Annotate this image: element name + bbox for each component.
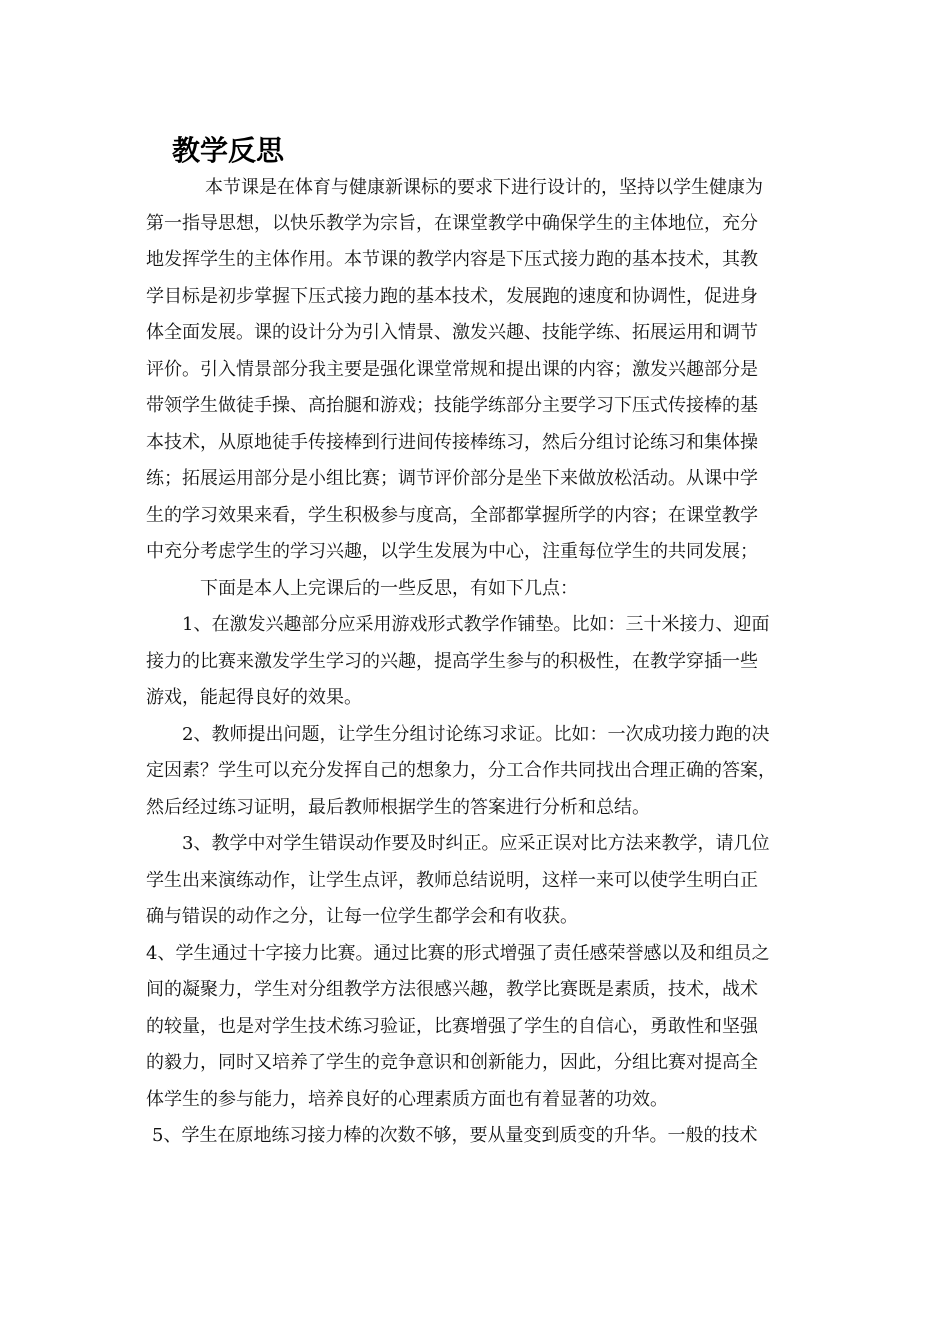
text-line-11: 中充分考虑学生的学习兴趣，以学生发展为中心，注重每位学生的共同发展； xyxy=(146,541,758,562)
text-line-8: 本技术，从原地徒手传接棒到行进间传接棒练习，然后分组讨论练习和集体操 xyxy=(146,432,758,453)
text-line-27: 5、学生在原地练习接力棒的次数不够，要从量变到质变的升华。一般的技术 xyxy=(152,1125,758,1146)
text-line-4: 学目标是初步掌握下压式接力跑的基本技术，发展跑的速度和协调性，促进身 xyxy=(146,286,758,307)
text-line-2: 第一指导思想，以快乐教学为宗旨，在课堂教学中确保学生的主体地位，充分 xyxy=(146,213,758,234)
text-line-14: 接力的比赛来激发学生学习的兴趣，提高学生参与的积极性，在教学穿插一些 xyxy=(146,651,758,672)
text-line-16: 2、教师提出问题，让学生分组讨论练习求证。比如：一次成功接力跑的决 xyxy=(182,724,770,745)
text-line-19: 3、教学中对学生错误动作要及时纠正。应采正误对比方法来教学，请几位 xyxy=(182,833,770,854)
text-line-12: 下面是本人上完课后的一些反思，有如下几点： xyxy=(200,578,578,599)
text-line-21: 确与错误的动作之分，让每一位学生都学会和有收获。 xyxy=(146,906,578,927)
text-line-23: 间的凝聚力，学生对分组教学方法很感兴趣，教学比赛既是素质，技术，战术 xyxy=(146,979,758,1000)
text-line-5: 体全面发展。课的设计分为引入情景、激发兴趣、技能学练、拓展运用和调节 xyxy=(146,322,758,343)
text-line-25: 的毅力，同时又培养了学生的竞争意识和创新能力，因此，分组比赛对提高全 xyxy=(146,1052,758,1073)
text-line-13: 1、在激发兴趣部分应采用游戏形式教学作铺垫。比如：三十米接力、迎面 xyxy=(182,614,770,635)
page-title: 教学反思 xyxy=(172,134,285,167)
text-line-15: 游戏，能起得良好的效果。 xyxy=(146,687,362,708)
text-line-26: 体学生的参与能力，培养良好的心理素质方面也有着显著的功效。 xyxy=(146,1089,668,1110)
text-line-6: 评价。引入情景部分我主要是强化课堂常规和提出课的内容；激发兴趣部分是 xyxy=(146,359,758,380)
text-line-20: 学生出来演练动作，让学生点评，教师总结说明，这样一来可以使学生明白正 xyxy=(146,870,758,891)
text-line-17: 定因素？学生可以充分发挥自己的想象力，分工合作共同找出合理正确的答案， xyxy=(146,760,776,781)
text-line-24: 的较量，也是对学生技术练习验证，比赛增强了学生的自信心，勇敢性和坚强 xyxy=(146,1016,758,1037)
text-line-1: 本节课是在体育与健康新课标的要求下进行设计的，坚持以学生健康为 xyxy=(205,177,763,198)
text-line-3: 地发挥学生的主体作用。本节课的教学内容是下压式接力跑的基本技术，其教 xyxy=(146,249,758,270)
text-line-22: 4、学生通过十字接力比赛。通过比赛的形式增强了责任感荣誉感以及和组员之 xyxy=(146,943,770,964)
text-line-10: 生的学习效果来看，学生积极参与度高，全部都掌握所学的内容；在课堂教学 xyxy=(146,505,758,526)
text-line-7: 带领学生做徒手操、高抬腿和游戏；技能学练部分主要学习下压式传接棒的基 xyxy=(146,395,758,416)
text-line-9: 练；拓展运用部分是小组比赛；调节评价部分是坐下来做放松活动。从课中学 xyxy=(146,468,758,489)
text-line-18: 然后经过练习证明，最后教师根据学生的答案进行分析和总结。 xyxy=(146,797,650,818)
